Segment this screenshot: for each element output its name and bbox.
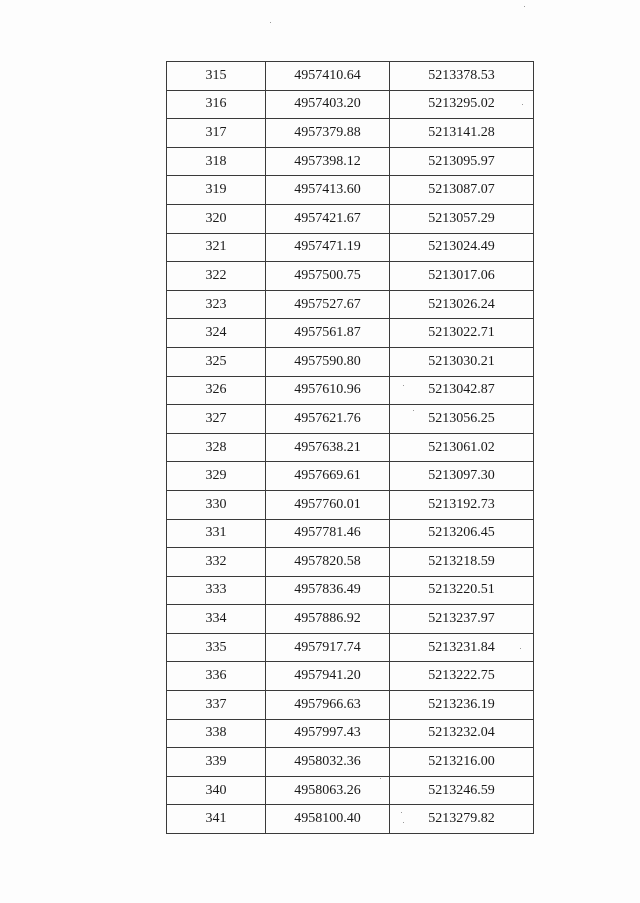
x-coordinate-cell: 4957760.01	[266, 490, 390, 519]
x-coordinate-cell: 4957500.75	[266, 262, 390, 291]
y-coordinate-cell: 5213026.24	[390, 290, 534, 319]
point-number-cell: 341	[167, 805, 266, 834]
table-row	[167, 147, 534, 176]
scan-speck	[380, 778, 381, 779]
point-number-cell: 337	[167, 691, 266, 720]
scan-speck	[524, 6, 525, 7]
point-number-cell: 320	[167, 204, 266, 233]
table-row	[167, 204, 534, 233]
x-coordinate-cell: 4957403.20	[266, 90, 390, 119]
table-row	[167, 748, 534, 777]
y-coordinate-cell: 5213061.02	[390, 433, 534, 462]
x-coordinate-cell: 4957590.80	[266, 347, 390, 376]
x-coordinate-cell: 4957527.67	[266, 290, 390, 319]
y-coordinate-cell: 5213206.45	[390, 519, 534, 548]
scan-speck	[413, 410, 414, 411]
x-coordinate-cell: 4957886.92	[266, 605, 390, 634]
y-coordinate-cell: 5213192.73	[390, 490, 534, 519]
y-coordinate-cell: 5213222.75	[390, 662, 534, 691]
table-row	[167, 347, 534, 376]
point-number-cell: 335	[167, 633, 266, 662]
table-row	[167, 462, 534, 491]
table-row	[167, 776, 534, 805]
point-number-cell: 331	[167, 519, 266, 548]
table-row	[167, 548, 534, 577]
scan-speck	[520, 648, 521, 649]
table-row	[167, 290, 534, 319]
y-coordinate-cell: 5213220.51	[390, 576, 534, 605]
x-coordinate-cell: 4957398.12	[266, 147, 390, 176]
point-number-cell: 326	[167, 376, 266, 405]
y-coordinate-cell: 5213236.19	[390, 691, 534, 720]
y-coordinate-cell: 5213022.71	[390, 319, 534, 348]
coordinates-table-body	[167, 62, 534, 834]
x-coordinate-cell: 4957610.96	[266, 376, 390, 405]
scan-speck	[403, 822, 404, 823]
point-number-cell: 316	[167, 90, 266, 119]
point-number-cell: 318	[167, 147, 266, 176]
table-row	[167, 719, 534, 748]
x-coordinate-cell: 4957638.21	[266, 433, 390, 462]
table-row	[167, 633, 534, 662]
x-coordinate-cell: 4958063.26	[266, 776, 390, 805]
x-coordinate-cell: 4957966.63	[266, 691, 390, 720]
y-coordinate-cell: 5213030.21	[390, 347, 534, 376]
x-coordinate-cell: 4957669.61	[266, 462, 390, 491]
y-coordinate-cell: 5213095.97	[390, 147, 534, 176]
x-coordinate-cell: 4957820.58	[266, 548, 390, 577]
point-number-cell: 339	[167, 748, 266, 777]
x-coordinate-cell: 4957413.60	[266, 176, 390, 205]
point-number-cell: 323	[167, 290, 266, 319]
point-number-cell: 333	[167, 576, 266, 605]
y-coordinate-cell: 5213057.29	[390, 204, 534, 233]
point-number-cell: 330	[167, 490, 266, 519]
table-row	[167, 576, 534, 605]
table-row	[167, 691, 534, 720]
table-row	[167, 319, 534, 348]
point-number-cell: 321	[167, 233, 266, 262]
table-row	[167, 262, 534, 291]
table-row	[167, 805, 534, 834]
y-coordinate-cell: 5213017.06	[390, 262, 534, 291]
scan-speck	[522, 104, 523, 105]
point-number-cell: 315	[167, 62, 266, 91]
y-coordinate-cell: 5213056.25	[390, 405, 534, 434]
table-row	[167, 405, 534, 434]
x-coordinate-cell: 4957410.64	[266, 62, 390, 91]
y-coordinate-cell: 5213237.97	[390, 605, 534, 634]
x-coordinate-cell: 4957781.46	[266, 519, 390, 548]
coordinates-table	[166, 61, 534, 834]
scan-speck	[270, 22, 271, 23]
table-row	[167, 662, 534, 691]
x-coordinate-cell: 4957471.19	[266, 233, 390, 262]
table-row	[167, 605, 534, 634]
y-coordinate-cell: 5213246.59	[390, 776, 534, 805]
x-coordinate-cell: 4957836.49	[266, 576, 390, 605]
point-number-cell: 325	[167, 347, 266, 376]
x-coordinate-cell: 4958100.40	[266, 805, 390, 834]
y-coordinate-cell: 5213141.28	[390, 119, 534, 148]
table-row	[167, 90, 534, 119]
x-coordinate-cell: 4957621.76	[266, 405, 390, 434]
table-row	[167, 433, 534, 462]
table-row	[167, 176, 534, 205]
x-coordinate-cell: 4958032.36	[266, 748, 390, 777]
point-number-cell: 328	[167, 433, 266, 462]
x-coordinate-cell: 4957379.88	[266, 119, 390, 148]
scan-speck	[401, 812, 402, 813]
point-number-cell: 336	[167, 662, 266, 691]
x-coordinate-cell: 4957917.74	[266, 633, 390, 662]
table-row	[167, 233, 534, 262]
y-coordinate-cell: 5213218.59	[390, 548, 534, 577]
point-number-cell: 329	[167, 462, 266, 491]
y-coordinate-cell: 5213216.00	[390, 748, 534, 777]
table-row	[167, 119, 534, 148]
point-number-cell: 317	[167, 119, 266, 148]
point-number-cell: 340	[167, 776, 266, 805]
table-row	[167, 376, 534, 405]
point-number-cell: 327	[167, 405, 266, 434]
point-number-cell: 332	[167, 548, 266, 577]
point-number-cell: 334	[167, 605, 266, 634]
point-number-cell: 319	[167, 176, 266, 205]
scan-speck	[403, 385, 404, 386]
point-number-cell: 324	[167, 319, 266, 348]
table-row	[167, 519, 534, 548]
y-coordinate-cell: 5213087.07	[390, 176, 534, 205]
y-coordinate-cell: 5213042.87	[390, 376, 534, 405]
x-coordinate-cell: 4957421.67	[266, 204, 390, 233]
table-row	[167, 62, 534, 91]
y-coordinate-cell: 5213378.53	[390, 62, 534, 91]
table-row	[167, 490, 534, 519]
y-coordinate-cell: 5213231.84	[390, 633, 534, 662]
y-coordinate-cell: 5213279.82	[390, 805, 534, 834]
y-coordinate-cell: 5213024.49	[390, 233, 534, 262]
x-coordinate-cell: 4957941.20	[266, 662, 390, 691]
y-coordinate-cell: 5213295.02	[390, 90, 534, 119]
x-coordinate-cell: 4957997.43	[266, 719, 390, 748]
point-number-cell: 322	[167, 262, 266, 291]
point-number-cell: 338	[167, 719, 266, 748]
y-coordinate-cell: 5213232.04	[390, 719, 534, 748]
x-coordinate-cell: 4957561.87	[266, 319, 390, 348]
y-coordinate-cell: 5213097.30	[390, 462, 534, 491]
